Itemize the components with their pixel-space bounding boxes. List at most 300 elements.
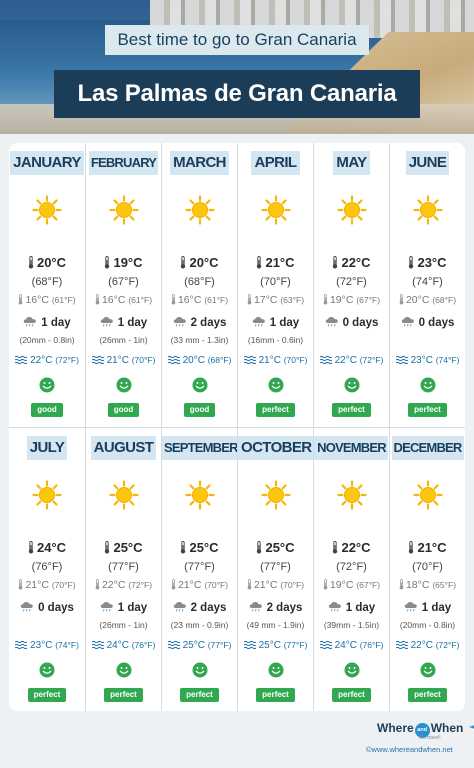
rain-mm: (23 mm - xyxy=(170,620,208,630)
month-name: NOVEMBER xyxy=(315,436,388,460)
temp-f: (72°F) xyxy=(336,561,367,573)
low-temp xyxy=(314,294,389,306)
temp-c: 19°C xyxy=(113,255,143,270)
sea-f: (76°F) xyxy=(359,640,384,650)
temp-c: 25°C xyxy=(189,540,219,555)
thermometer-icon xyxy=(171,579,176,590)
waves-icon xyxy=(396,640,408,649)
temp-c: 25°C xyxy=(265,540,295,555)
rating-badge xyxy=(86,399,161,417)
sea-f: (74°F) xyxy=(435,355,460,365)
low-f: (61°F) xyxy=(128,295,153,305)
month-card xyxy=(389,428,465,711)
rain-cloud-icon xyxy=(252,316,266,327)
rain-in: 1.5in) xyxy=(357,620,380,630)
month-label xyxy=(86,436,161,460)
avg-temp xyxy=(86,540,161,555)
rain-cloud-icon xyxy=(404,601,418,612)
rain-days-value: 2 days xyxy=(266,602,303,614)
sea-c: 22°C xyxy=(334,355,357,366)
low-f: (63°F) xyxy=(280,295,305,305)
rating-badge xyxy=(238,399,313,417)
waves-icon xyxy=(15,640,27,649)
thermometer-icon xyxy=(171,294,176,305)
rain-cloud-icon xyxy=(23,316,37,327)
sea-c: 24°C xyxy=(334,640,357,651)
rating-label: good xyxy=(108,403,140,417)
rain-days xyxy=(9,316,85,329)
climate-grid xyxy=(9,143,465,711)
sun-icon xyxy=(413,195,443,225)
thermometer-icon xyxy=(332,256,338,269)
month-card xyxy=(85,143,161,427)
waves-icon xyxy=(15,355,27,364)
temp-c: 23°C xyxy=(417,255,447,270)
waves-icon xyxy=(168,640,180,649)
low-temp xyxy=(162,294,237,306)
rating-badge xyxy=(390,399,465,417)
sea-temp xyxy=(162,355,237,366)
temp-f: (74°F) xyxy=(412,276,443,288)
thermometer-icon xyxy=(256,256,262,269)
avg-temp xyxy=(390,540,465,555)
temp-f: (72°F) xyxy=(336,276,367,288)
rain-days xyxy=(314,316,389,329)
rain-days xyxy=(390,316,465,329)
thermometer-icon xyxy=(95,294,100,305)
rain-amount xyxy=(390,620,465,630)
month-card xyxy=(237,143,313,427)
month-label xyxy=(162,436,237,460)
sun-icon xyxy=(32,480,62,510)
sun-icon xyxy=(261,480,291,510)
smiley-icon xyxy=(39,377,55,393)
low-c: 16°C xyxy=(25,294,49,306)
month-card xyxy=(161,143,237,427)
rating-label: perfect xyxy=(408,688,447,702)
sea-f: (70°F) xyxy=(131,355,156,365)
avg-temp xyxy=(86,255,161,270)
month-card xyxy=(237,428,313,711)
month-name: MAY xyxy=(333,151,369,175)
sun-icon xyxy=(337,480,367,510)
avg-temp xyxy=(314,540,389,555)
rating-label: perfect xyxy=(28,688,67,702)
smiley-icon xyxy=(420,377,436,393)
smiley-icon xyxy=(268,662,284,678)
low-c: 19°C xyxy=(329,294,354,306)
thermometer-icon xyxy=(399,294,404,305)
avg-temp xyxy=(162,540,237,555)
sun-icon xyxy=(185,480,215,510)
thermometer-icon xyxy=(247,294,252,305)
month-label xyxy=(9,436,85,460)
temp-c: 20°C xyxy=(189,255,219,270)
rain-days-value: 1 day xyxy=(117,602,148,614)
thermometer-icon xyxy=(28,541,34,554)
thermometer-icon xyxy=(399,579,404,590)
rain-in: 0.8in) xyxy=(53,335,75,345)
rating-badge xyxy=(86,684,161,702)
page-subtitle: Best time to go to Gran Canaria xyxy=(105,25,369,55)
month-label xyxy=(390,151,465,175)
page-title: Las Palmas de Gran Canaria xyxy=(54,70,420,118)
thermometer-icon xyxy=(95,579,100,590)
rain-in: 0.6in) xyxy=(281,335,304,345)
rain-days-value: 1 day xyxy=(269,317,300,329)
sea-temp xyxy=(390,355,465,366)
rating-label: good xyxy=(184,403,216,417)
low-temp xyxy=(9,579,85,591)
rain-amount xyxy=(238,335,313,345)
thermometer-icon xyxy=(247,579,252,590)
smiley-icon xyxy=(192,662,208,678)
waves-icon xyxy=(244,640,256,649)
rain-days xyxy=(162,601,237,614)
rain-days-value: 0 days xyxy=(38,602,74,614)
low-c: 17°C xyxy=(253,294,278,306)
rain-in: 1in) xyxy=(133,335,148,345)
rating-label: perfect xyxy=(332,688,371,702)
temp-c: 20°C xyxy=(36,255,67,270)
month-name: APRIL xyxy=(251,151,299,175)
thermometer-icon xyxy=(332,541,338,554)
low-f: (70°F) xyxy=(51,580,76,590)
month-card xyxy=(313,143,389,427)
rain-days xyxy=(162,316,237,329)
smiley-icon xyxy=(344,662,360,678)
month-label xyxy=(238,151,313,175)
low-temp xyxy=(238,294,313,306)
sea-c: 25°C xyxy=(258,640,281,651)
sea-c: 21°C xyxy=(258,355,281,366)
month-name: JULY xyxy=(27,436,68,460)
thermometer-icon xyxy=(256,541,262,554)
temp-f: (70°F) xyxy=(412,561,443,573)
temp-f: (68°F) xyxy=(184,276,215,288)
avg-temp xyxy=(314,255,389,270)
month-label xyxy=(162,151,237,175)
smiley-icon xyxy=(420,662,436,678)
low-c: 16°C xyxy=(177,294,202,306)
rain-mm: (49 mm - xyxy=(246,620,284,630)
rain-days-value: 0 days xyxy=(418,317,455,329)
rain-amount xyxy=(162,335,237,345)
sea-f: (72°F) xyxy=(435,640,460,650)
smiley-icon xyxy=(344,377,360,393)
low-c: 21°C xyxy=(25,579,49,591)
sea-temp xyxy=(314,640,389,651)
hero-banner xyxy=(0,0,474,134)
thermometer-icon xyxy=(18,579,23,590)
sea-f: (68°F) xyxy=(207,355,232,365)
month-card xyxy=(389,143,465,427)
thermometer-icon xyxy=(408,541,414,554)
month-card xyxy=(85,428,161,711)
month-label xyxy=(390,436,465,460)
rain-amount xyxy=(9,335,85,345)
rain-mm: (16mm - xyxy=(247,335,282,345)
low-temp xyxy=(162,579,237,591)
avg-temp xyxy=(390,255,465,270)
rain-in: 1.9in) xyxy=(283,620,305,630)
month-name: AUGUST xyxy=(91,436,157,460)
avg-temp xyxy=(238,540,313,555)
rain-days-value: 0 days xyxy=(342,317,379,329)
plane-icon xyxy=(469,722,474,732)
month-name: FEBRUARY xyxy=(89,151,158,175)
sea-temp xyxy=(9,640,85,651)
rain-cloud-icon xyxy=(401,316,415,327)
rain-days-value: 1 day xyxy=(41,317,71,329)
month-name: DECEMBER xyxy=(392,436,464,460)
sun-icon xyxy=(32,195,62,225)
sea-c: 25°C xyxy=(182,640,205,651)
months-row-1 xyxy=(9,143,465,427)
low-c: 21°C xyxy=(253,579,278,591)
thermometer-icon xyxy=(18,294,23,305)
temp-c: 22°C xyxy=(341,255,371,270)
sea-temp xyxy=(162,640,237,651)
month-card xyxy=(313,428,389,711)
rating-badge xyxy=(162,684,237,702)
months-row-2 xyxy=(9,427,465,711)
month-name: JUNE xyxy=(406,151,450,175)
thermometer-icon xyxy=(104,541,110,554)
low-temp xyxy=(86,579,161,591)
month-name: JANUARY xyxy=(10,151,84,175)
month-label xyxy=(314,151,389,175)
rain-days xyxy=(238,316,313,329)
avg-temp xyxy=(238,255,313,270)
rain-days-value: 1 day xyxy=(345,602,376,614)
sea-temp xyxy=(314,355,389,366)
sea-temp xyxy=(238,640,313,651)
waves-icon xyxy=(92,640,104,649)
sea-temp xyxy=(238,355,313,366)
low-c: 18°C xyxy=(405,579,430,591)
rating-label: perfect xyxy=(256,688,295,702)
rain-amount xyxy=(162,620,237,630)
rain-days xyxy=(314,601,389,614)
sea-c: 22°C xyxy=(410,640,433,651)
rain-days xyxy=(238,601,313,614)
rating-label: perfect xyxy=(408,403,447,417)
month-label xyxy=(314,436,389,460)
sun-icon xyxy=(413,480,443,510)
thermometer-icon xyxy=(180,256,186,269)
temp-f: (77°F) xyxy=(108,561,139,573)
sea-c: 20°C xyxy=(182,355,205,366)
sea-c: 22°C xyxy=(30,355,53,366)
low-f: (67°F) xyxy=(356,580,381,590)
low-c: 22°C xyxy=(101,579,126,591)
rain-in: 0.9in) xyxy=(207,620,229,630)
avg-temp xyxy=(9,540,85,555)
low-f: (72°F) xyxy=(128,580,153,590)
waves-icon xyxy=(244,355,256,364)
low-f: (70°F) xyxy=(280,580,305,590)
sea-f: (74°F) xyxy=(55,640,79,650)
sea-f: (72°F) xyxy=(359,355,384,365)
low-temp xyxy=(86,294,161,306)
temp-c: 25°C xyxy=(113,540,143,555)
logo-tagline: Go travel! xyxy=(419,735,441,741)
month-name: MARCH xyxy=(170,151,229,175)
sun-icon xyxy=(109,195,139,225)
low-temp xyxy=(390,579,465,591)
rain-days-value: 2 days xyxy=(190,602,227,614)
rain-mm: (20mm - xyxy=(19,335,54,345)
sun-icon xyxy=(337,195,367,225)
waves-icon xyxy=(92,355,104,364)
sea-temp xyxy=(86,355,161,366)
low-c: 19°C xyxy=(329,579,354,591)
low-f: (70°F) xyxy=(204,580,229,590)
temp-c: 24°C xyxy=(36,540,67,555)
rain-days xyxy=(390,601,465,614)
month-label xyxy=(238,436,313,460)
rain-mm: (39mm - xyxy=(323,620,358,630)
rain-in: 1.3in) xyxy=(207,335,229,345)
thermometer-icon xyxy=(180,541,186,554)
low-temp xyxy=(238,579,313,591)
rain-cloud-icon xyxy=(328,601,342,612)
waves-icon xyxy=(168,355,180,364)
temp-f: (70°F) xyxy=(260,276,291,288)
rating-badge xyxy=(314,399,389,417)
temp-f: (77°F) xyxy=(184,561,215,573)
month-name: SEPTEMBER xyxy=(162,436,240,460)
rating-label: perfect xyxy=(332,403,371,417)
month-card xyxy=(161,428,237,711)
month-name: OCTOBER xyxy=(238,436,315,460)
low-c: 20°C xyxy=(405,294,430,306)
rain-mm: (33 mm - xyxy=(170,335,208,345)
rain-mm: (20mm - xyxy=(399,620,434,630)
month-label xyxy=(86,151,161,175)
temp-f: (77°F) xyxy=(260,561,291,573)
rain-days xyxy=(9,601,85,614)
smiley-icon xyxy=(192,377,208,393)
low-f: (61°F) xyxy=(204,295,229,305)
logo-when: When xyxy=(430,721,464,735)
low-c: 21°C xyxy=(177,579,202,591)
rain-amount xyxy=(86,335,161,345)
rating-badge xyxy=(238,684,313,702)
rating-badge xyxy=(9,684,85,702)
temp-f: (68°F) xyxy=(31,276,63,288)
rating-badge xyxy=(390,684,465,702)
temp-c: 21°C xyxy=(265,255,295,270)
rain-cloud-icon xyxy=(100,601,114,612)
sea-f: (77°F) xyxy=(207,640,232,650)
waves-icon xyxy=(396,355,408,364)
rating-label: perfect xyxy=(180,688,219,702)
site-url-link[interactable]: ©www.whereandwhen.net xyxy=(366,745,453,754)
thermometer-icon xyxy=(323,294,328,305)
rating-badge xyxy=(162,399,237,417)
rating-label: perfect xyxy=(256,403,295,417)
sea-c: 24°C xyxy=(106,640,129,651)
rain-mm: (26mm - xyxy=(99,620,134,630)
rating-badge xyxy=(314,684,389,702)
rain-cloud-icon xyxy=(20,601,34,612)
sea-temp xyxy=(390,640,465,651)
thermometer-icon xyxy=(323,579,328,590)
low-f: (68°F) xyxy=(432,295,457,305)
rain-days-value: 1 day xyxy=(421,602,452,614)
waves-icon xyxy=(320,355,332,364)
low-temp xyxy=(314,579,389,591)
thermometer-icon xyxy=(28,256,34,269)
month-card xyxy=(9,143,85,427)
sea-c: 23°C xyxy=(30,640,53,651)
smiley-icon xyxy=(39,662,55,678)
sea-c: 23°C xyxy=(410,355,433,366)
sea-f: (76°F) xyxy=(131,640,156,650)
logo-and-badge: and xyxy=(415,723,430,738)
rating-label: good xyxy=(31,403,63,417)
sea-f: (72°F) xyxy=(55,355,79,365)
temp-c: 22°C xyxy=(341,540,371,555)
low-temp xyxy=(390,294,465,306)
sea-temp xyxy=(86,640,161,651)
sea-f: (70°F) xyxy=(283,355,308,365)
low-f: (61°F) xyxy=(51,295,76,305)
rain-cloud-icon xyxy=(173,601,187,612)
thermometer-icon xyxy=(104,256,110,269)
logo-where: Where xyxy=(377,721,414,735)
smiley-icon xyxy=(268,377,284,393)
low-temp xyxy=(9,294,85,306)
smiley-icon xyxy=(116,662,132,678)
rain-amount xyxy=(314,620,389,630)
rain-amount xyxy=(86,620,161,630)
sea-f: (77°F) xyxy=(283,640,308,650)
low-c: 16°C xyxy=(101,294,126,306)
sea-c: 21°C xyxy=(106,355,129,366)
avg-temp xyxy=(162,255,237,270)
rain-in: 0.8in) xyxy=(433,620,456,630)
rain-days xyxy=(86,316,161,329)
waves-icon xyxy=(320,640,332,649)
thermometer-icon xyxy=(408,256,414,269)
sea-temp xyxy=(9,355,85,366)
low-f: (65°F) xyxy=(432,580,457,590)
rain-in: 1in) xyxy=(133,620,148,630)
sun-icon xyxy=(109,480,139,510)
temp-f: (76°F) xyxy=(31,561,63,573)
temp-c: 21°C xyxy=(417,540,447,555)
rain-cloud-icon xyxy=(173,316,187,327)
rain-days-value: 2 days xyxy=(190,317,227,329)
low-f: (67°F) xyxy=(356,295,381,305)
rain-amount xyxy=(238,620,313,630)
month-label xyxy=(9,151,85,175)
sun-icon xyxy=(261,195,291,225)
temp-f: (67°F) xyxy=(108,276,139,288)
sun-icon xyxy=(185,195,215,225)
rain-cloud-icon xyxy=(100,316,114,327)
avg-temp xyxy=(9,255,85,270)
rain-mm: (26mm - xyxy=(99,335,134,345)
rating-label: perfect xyxy=(104,688,143,702)
smiley-icon xyxy=(116,377,132,393)
rain-days xyxy=(86,601,161,614)
month-card xyxy=(9,428,85,711)
rain-cloud-icon xyxy=(325,316,339,327)
